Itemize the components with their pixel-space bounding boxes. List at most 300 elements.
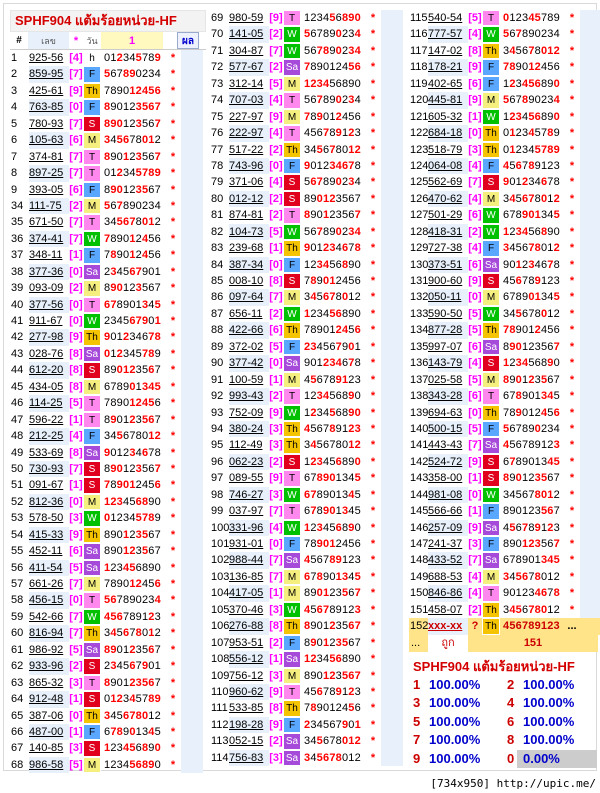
row-index: 82 xyxy=(211,225,224,238)
row-result: * xyxy=(370,390,376,403)
row-result: * xyxy=(170,216,176,229)
row-digit: [9] xyxy=(69,84,83,97)
row-result: * xyxy=(370,192,376,205)
row-result: * xyxy=(370,159,376,172)
row-result: * xyxy=(370,554,376,567)
row-number: 567890234 xyxy=(104,68,161,81)
row-day: S xyxy=(283,191,301,207)
row-digit: [8] xyxy=(468,44,482,57)
row-digit: [7] xyxy=(269,291,283,304)
row-result: * xyxy=(569,603,575,616)
row-result: * xyxy=(569,390,575,403)
row-number: 012345789 xyxy=(104,347,161,360)
row-index: 86 xyxy=(211,291,224,304)
row-day: M xyxy=(83,757,101,773)
row-number: 345678012 xyxy=(104,216,161,229)
row-result: * xyxy=(370,620,376,633)
row-digit: [1] xyxy=(269,653,283,666)
row-digit: [2] xyxy=(269,28,283,41)
row-digit: [7] xyxy=(269,554,283,567)
row-pl xyxy=(381,322,403,338)
rows-col1 xyxy=(10,50,206,773)
row-index: 93 xyxy=(211,406,224,419)
row-digit: [7] xyxy=(468,176,482,189)
row-day: W xyxy=(283,43,301,59)
row-result: * xyxy=(370,209,376,222)
row-pl xyxy=(381,700,403,716)
row-pl xyxy=(381,109,403,125)
row-number: 789012456 xyxy=(304,61,361,74)
row-digit: [5] xyxy=(468,422,482,435)
table-row xyxy=(10,609,206,625)
row-result: * xyxy=(170,742,176,755)
row-number: 345678012 xyxy=(304,291,361,304)
row-digit: [4] xyxy=(468,357,482,370)
row-day: M xyxy=(283,668,301,684)
table-row xyxy=(409,585,600,601)
row-key: 931-01 xyxy=(229,538,264,550)
row-day: W xyxy=(283,405,301,421)
row-number: 234567901 xyxy=(304,340,361,353)
row-key: 111-75 xyxy=(29,198,69,214)
row-number: 456789123 xyxy=(304,422,361,435)
row-index: 73 xyxy=(211,77,224,90)
row-day: T xyxy=(283,207,301,223)
row-digit: [5] xyxy=(269,340,283,353)
row-pl xyxy=(381,26,403,42)
row-index: 99 xyxy=(211,505,224,518)
row-index: 38 xyxy=(11,265,24,278)
row-number: 123456890 xyxy=(304,12,361,24)
row-key: 241-37 xyxy=(428,538,463,550)
row-day: M xyxy=(482,191,500,207)
table-row xyxy=(10,428,206,444)
row-digit: [3] xyxy=(269,669,283,682)
row-result: * xyxy=(170,479,176,492)
row-day: Sa xyxy=(283,651,301,667)
row-number: 123456890 xyxy=(503,110,560,123)
row-pl xyxy=(580,289,600,305)
row-result: * xyxy=(370,225,376,238)
row-number: 789012456 xyxy=(104,249,161,262)
row-pl xyxy=(381,405,403,421)
row-key: 756-83 xyxy=(229,750,269,766)
row-day: F xyxy=(482,421,500,437)
row-index: 75 xyxy=(211,110,224,123)
row-result: * xyxy=(370,488,376,501)
row-index: 144 xyxy=(410,488,429,501)
row-result: * xyxy=(170,52,176,64)
row-digit: [3] xyxy=(269,439,283,452)
row-digit: [8] xyxy=(69,446,83,459)
table-row xyxy=(10,494,206,510)
row-digit: [6] xyxy=(468,340,482,353)
row-pl xyxy=(181,395,203,411)
row-index: 5 xyxy=(11,117,18,130)
row-digit: [0] xyxy=(468,127,482,140)
table-row xyxy=(10,527,206,543)
row-pl xyxy=(580,43,600,59)
row-result: * xyxy=(370,735,376,748)
row-pl xyxy=(381,684,403,700)
row-number: 890123567 xyxy=(104,183,161,196)
row-pl xyxy=(381,158,403,174)
row-pl xyxy=(381,224,403,240)
row-day: S xyxy=(482,174,500,190)
row-day: M xyxy=(283,109,301,125)
row-result: * xyxy=(170,232,176,245)
row-number: 123456890 xyxy=(304,390,361,403)
row-index: 91 xyxy=(211,373,224,386)
row-key: 097-64 xyxy=(229,289,269,305)
row-index: 121 xyxy=(410,110,429,123)
row-number: 789012456 xyxy=(304,110,361,123)
row-number: 123456890 xyxy=(503,77,560,90)
row-digit: [9] xyxy=(468,455,482,468)
row-result: * xyxy=(569,587,575,600)
row-result: * xyxy=(170,117,176,130)
row-key: 372-02 xyxy=(229,340,264,353)
table-row xyxy=(409,503,600,519)
row-key: 470-62 xyxy=(428,191,468,207)
table-row xyxy=(210,26,406,42)
row-index: 102 xyxy=(211,554,230,567)
row-number: 567890234 xyxy=(304,225,361,238)
row-index: 142 xyxy=(410,455,429,468)
row-index: 130 xyxy=(410,258,429,271)
row-index: 140 xyxy=(410,422,429,435)
row-pl xyxy=(381,733,403,749)
row-result: * xyxy=(170,298,176,311)
row-pl xyxy=(181,83,203,99)
row-pl xyxy=(580,487,600,503)
row-result: * xyxy=(569,127,575,140)
row-number: 567890234 xyxy=(304,44,361,57)
row-index: 68 xyxy=(11,758,24,771)
table-row xyxy=(210,552,406,568)
row-result: * xyxy=(370,61,376,74)
row-index: 106 xyxy=(211,620,230,633)
row-key: 212-25 xyxy=(29,428,69,444)
row-day: h xyxy=(83,50,101,66)
row-number: 678901345 xyxy=(104,298,161,311)
row-digit: [5] xyxy=(69,758,83,771)
row-index: 148 xyxy=(410,554,429,567)
row-digit: [4] xyxy=(468,159,482,172)
row-pl xyxy=(580,585,600,601)
row-key: 411-54 xyxy=(29,560,69,576)
row-day: W xyxy=(83,510,101,526)
table-row xyxy=(10,543,206,559)
row-number: 456789123 xyxy=(104,610,161,623)
table-row xyxy=(210,700,406,716)
table-row xyxy=(210,602,406,618)
row-digit: [7] xyxy=(269,505,283,518)
table-row xyxy=(210,257,406,273)
row-day: F xyxy=(482,59,500,75)
row-index: 113 xyxy=(211,735,229,748)
table-row xyxy=(10,297,206,313)
row-result: * xyxy=(370,455,376,468)
row-day: W xyxy=(482,487,500,503)
row-number: 345678012 xyxy=(304,751,361,764)
row-pl xyxy=(181,494,203,510)
row-pl xyxy=(381,470,403,486)
row-index: 95 xyxy=(211,439,224,452)
row-pl xyxy=(381,585,403,601)
table-row xyxy=(409,569,600,585)
row-result: * xyxy=(170,347,176,360)
row-index: 71 xyxy=(211,44,224,57)
row-pl xyxy=(181,592,203,608)
row-index: 8 xyxy=(11,167,18,180)
row-key: 500-15 xyxy=(428,421,468,437)
row-key: 556-12 xyxy=(229,651,269,667)
table-row xyxy=(409,602,600,618)
row-number: 890123567 xyxy=(104,528,161,541)
row-result: * xyxy=(569,77,575,90)
row-key: 756-12 xyxy=(229,669,264,682)
row-digit: [7] xyxy=(468,439,482,452)
table-row xyxy=(409,158,600,174)
row-result: * xyxy=(370,538,376,550)
row-key: 590-50 xyxy=(428,307,463,320)
table-row xyxy=(210,207,406,223)
row-pl xyxy=(181,231,203,247)
row-key: 877-28 xyxy=(428,322,468,338)
row-index: 6 xyxy=(11,134,18,147)
table-row xyxy=(10,247,206,263)
row-key: 578-50 xyxy=(29,512,64,525)
table-row xyxy=(10,445,206,461)
row-number: 678901345 xyxy=(503,554,560,567)
table-row xyxy=(10,576,206,592)
row-digit: [0] xyxy=(69,709,83,722)
row-digit: [5] xyxy=(269,77,283,90)
row-digit: [0] xyxy=(468,406,482,419)
row-pl xyxy=(381,257,403,273)
table-row xyxy=(10,560,206,576)
row-result: * xyxy=(370,94,376,107)
row-index: 52 xyxy=(11,495,24,508)
row-result: * xyxy=(170,758,176,771)
row-key: 028-76 xyxy=(29,347,64,360)
row-key: 443-43 xyxy=(428,439,463,452)
table-row xyxy=(210,651,406,667)
row-result: * xyxy=(569,225,575,238)
row-result: * xyxy=(370,291,376,304)
row-index: 120 xyxy=(410,94,429,107)
row-day: Sa xyxy=(482,552,500,568)
row-number: 345678012 xyxy=(104,627,161,640)
row-day: M xyxy=(482,289,500,305)
row-key: 661-26 xyxy=(29,578,64,590)
row-index: 119 xyxy=(410,77,428,90)
row-key: 312-14 xyxy=(229,77,264,90)
row-index: 133 xyxy=(410,307,429,320)
table-row xyxy=(210,174,406,190)
row-result: * xyxy=(370,110,376,123)
row-result: * xyxy=(569,455,575,468)
row-digit: [2] xyxy=(468,225,482,238)
row-result: * xyxy=(370,258,376,271)
row-index: 78 xyxy=(211,159,224,172)
row-number: 901234678 xyxy=(104,331,161,344)
row-key: 050-11 xyxy=(428,289,468,305)
row-index: 109 xyxy=(211,669,230,682)
table-row xyxy=(10,231,206,247)
header-star: * xyxy=(73,35,79,47)
row-digit: [6] xyxy=(69,183,83,196)
row-pl xyxy=(181,297,203,313)
row-index: 74 xyxy=(211,94,224,107)
row-day: T xyxy=(283,125,301,141)
summary-digit: 1 xyxy=(413,676,421,692)
row-pl xyxy=(181,412,203,428)
row-day: S xyxy=(83,477,101,493)
row-number: 123456890 xyxy=(304,653,361,666)
row-result: * xyxy=(569,61,575,74)
row-number: 890123567 xyxy=(304,209,361,222)
row-pl xyxy=(381,569,403,585)
row-pl xyxy=(580,158,600,174)
row-day: M xyxy=(283,289,301,305)
row-pl xyxy=(381,372,403,388)
row-pl xyxy=(580,191,600,207)
row-result: * xyxy=(370,521,376,534)
row-digit: [2] xyxy=(269,390,283,403)
row-digit: [4] xyxy=(468,192,482,205)
row-pl xyxy=(580,552,600,568)
row-number: 890123567 xyxy=(104,643,161,656)
row-index: 127 xyxy=(410,209,429,222)
row-pl xyxy=(181,445,203,461)
table-row xyxy=(409,405,600,421)
row-key: 433-52 xyxy=(428,552,468,568)
row-number: 123456890 xyxy=(304,521,361,534)
row-pl xyxy=(181,214,203,230)
row-result: * xyxy=(170,331,176,344)
row-pl xyxy=(181,66,203,82)
row-digit: [7] xyxy=(69,167,83,180)
row-result: * xyxy=(569,143,575,156)
row-number: 345678012 xyxy=(503,44,560,57)
row-pl xyxy=(381,207,403,223)
row-day: T xyxy=(83,675,101,691)
row-result: * xyxy=(170,709,176,722)
row-key: 373-51 xyxy=(428,257,468,273)
row-day: T xyxy=(83,149,101,165)
row-number: 678901345 xyxy=(304,570,361,583)
row-day: S xyxy=(482,355,500,371)
summary-digit: 7 xyxy=(413,732,421,748)
row-pl xyxy=(381,437,403,453)
row-index: 50 xyxy=(11,462,24,475)
table-row xyxy=(210,240,406,256)
row-number: 678901345 xyxy=(503,209,560,222)
row-digit: [1] xyxy=(269,373,283,386)
row-index: 112 xyxy=(211,718,229,731)
row-index: 135 xyxy=(410,340,429,353)
row-number: 678901345 xyxy=(304,472,361,485)
table-row xyxy=(10,329,206,345)
row-result: * xyxy=(569,110,575,123)
row-day: W xyxy=(283,602,301,618)
summary-digit: 0 xyxy=(507,750,515,766)
row-result: * xyxy=(370,324,376,337)
table-row xyxy=(409,339,600,355)
row-result: * xyxy=(569,554,575,567)
row-day: Sa xyxy=(83,560,101,576)
row-result: * xyxy=(370,406,376,419)
row-index: 36 xyxy=(11,232,24,245)
row-pl xyxy=(381,552,403,568)
row-number: 456789123 xyxy=(304,554,361,567)
summary-digit: 9 xyxy=(413,750,421,766)
row-day: Th xyxy=(482,43,500,59)
row-index: 88 xyxy=(211,324,224,337)
row-result: * xyxy=(370,28,376,41)
row-number: 890123567 xyxy=(104,117,161,130)
row-index: 84 xyxy=(211,258,224,271)
row-day: T xyxy=(83,395,101,411)
row-index: 80 xyxy=(211,192,224,205)
table-row xyxy=(10,724,206,740)
row-key: 377-56 xyxy=(29,297,69,313)
row-result: * xyxy=(170,199,176,212)
row-pl xyxy=(181,149,203,165)
row-number: 789012456 xyxy=(503,406,560,419)
row-key: 091-67 xyxy=(29,479,64,492)
row-number: 012345789 xyxy=(104,512,161,525)
row-digit: [5] xyxy=(468,307,482,320)
table-row xyxy=(210,421,406,437)
summary-digit: 3 xyxy=(413,695,421,711)
row-day: F xyxy=(83,182,101,198)
row-key: 114-25 xyxy=(29,395,69,411)
row-number: 789012456 xyxy=(104,84,161,97)
row-index: 125 xyxy=(410,176,429,189)
row-key: 501-29 xyxy=(428,209,463,222)
row-pl xyxy=(381,10,403,26)
row-day: S xyxy=(283,273,301,289)
total-row: ... ถูก 151 xyxy=(409,635,600,652)
row-result: * xyxy=(569,275,575,287)
row-result: * xyxy=(370,718,376,731)
row-key: 417-05 xyxy=(229,585,269,601)
row-key: 062-23 xyxy=(229,454,269,470)
row-result: * xyxy=(170,545,176,558)
row-number: 123456890 xyxy=(503,225,560,238)
summary-percent: 0.00% xyxy=(517,750,597,769)
row-digit: [5] xyxy=(468,373,482,386)
row-key: 865-32 xyxy=(29,676,64,689)
row-result: * xyxy=(170,693,176,706)
row-index: 39 xyxy=(11,282,24,295)
row-day: M xyxy=(283,372,301,388)
row-digit: [6] xyxy=(269,324,283,337)
row-digit: [7] xyxy=(69,627,83,640)
row-result: * xyxy=(370,587,376,600)
row-key: 089-55 xyxy=(229,472,264,485)
table-row xyxy=(10,116,206,132)
table-row xyxy=(10,740,206,756)
row-pl xyxy=(580,240,600,256)
row-pl xyxy=(181,724,203,740)
row-index: 108 xyxy=(211,653,230,666)
row-day: M xyxy=(283,76,301,92)
row-result: * xyxy=(569,538,575,550)
